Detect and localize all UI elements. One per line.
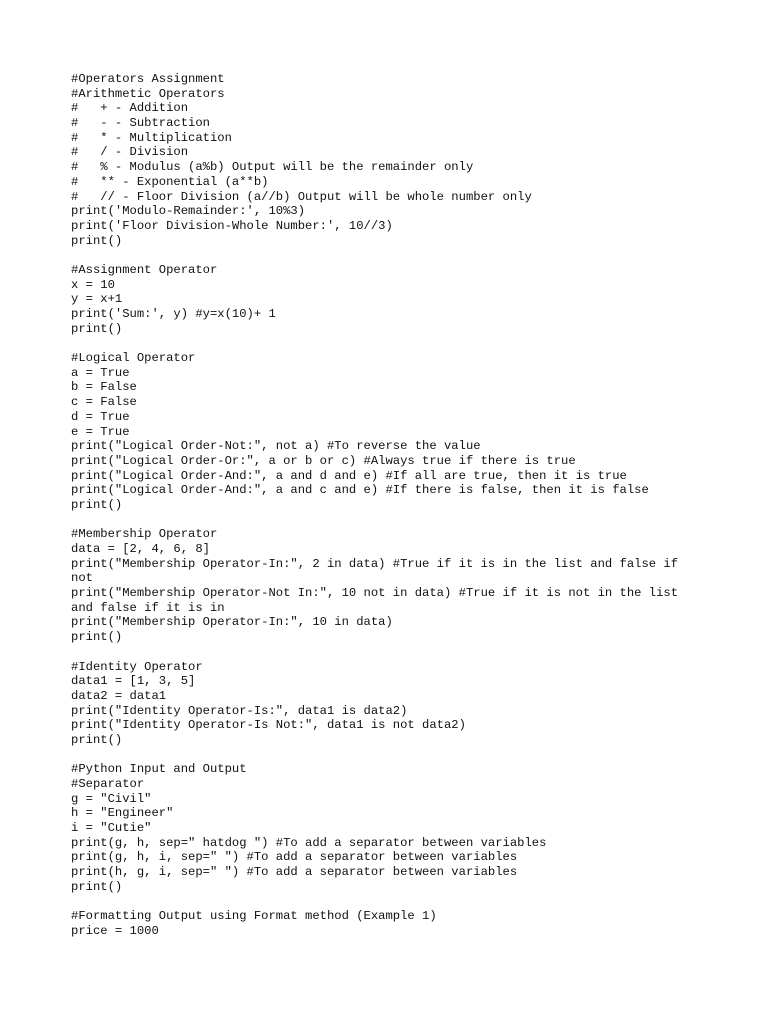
code-line: print() (71, 732, 123, 747)
code-line: price = 1000 (71, 923, 159, 938)
code-line: # - - Subtraction (71, 116, 210, 131)
code-line: #Logical Operator (71, 351, 196, 366)
blank-line (71, 336, 768, 351)
code-line: #Identity Operator (71, 659, 203, 674)
code-line: # ** - Exponential (a**b) (71, 174, 269, 189)
blank-line (71, 645, 768, 660)
code-line: #Assignment Operator (71, 262, 218, 277)
code-line: # + - Addition (71, 101, 189, 116)
blank-line (71, 513, 768, 528)
code-line: #Python Input and Output (71, 762, 247, 777)
code-line: # % - Modulus (a%b) Output will be the remainder only (71, 160, 474, 175)
code-line: print('Sum:', y) #y=x(10)+ 1 (71, 307, 276, 321)
code-line: a = True (71, 365, 130, 380)
blank-line (71, 895, 768, 910)
code-line: d = True (71, 409, 130, 424)
code-line: print() (71, 879, 123, 894)
code-line: e = True (71, 424, 130, 439)
code-line: not (71, 571, 93, 586)
code-line: data2 = data1 (71, 688, 167, 703)
code-line: # * - Multiplication (71, 130, 232, 145)
code-line: print(g, h, sep=" hatdog ") #To add a separator between variables (71, 835, 547, 850)
blank-line (71, 248, 768, 263)
code-line: and false if it is in (71, 600, 225, 615)
code-line: print("Membership Operator-In:", 10 in data) (71, 615, 393, 630)
code-line: #Formatting Output using Format method (Example 1) (71, 909, 437, 924)
code-line: # // - Floor Division (a//b) Output will be whole number only (71, 189, 532, 204)
code-line: print("Logical Order-And:", a and d and e) #If all are true, then it is true (71, 468, 627, 483)
code-line: #Arithmetic Operators (71, 86, 225, 101)
code-line: g = "Civil" (71, 791, 152, 806)
code-line: print('Modulo-Remainder:', 10%3) (71, 204, 306, 219)
code-line: #Operators Assignment (71, 72, 225, 86)
code-line: print("Logical Order-Not:", not a) #To reverse the value (71, 439, 481, 454)
code-line: print("Membership Operator-Not In:", 10 not in data) #True if it is not in the list (71, 586, 679, 601)
code-line: print("Identity Operator-Is Not:", data1 is not data2) (71, 718, 466, 733)
code-line: b = False (71, 380, 137, 395)
code-line: print("Logical Order-Or:", a or b or c) #Always true if there is true (71, 453, 576, 468)
code-line: x = 10 (71, 277, 115, 292)
code-text-block (71, 72, 768, 939)
code-line: print("Identity Operator-Is:", data1 is data2) (71, 703, 408, 718)
code-line: h = "Engineer" (71, 806, 174, 821)
code-line: #Separator (71, 777, 145, 791)
code-line: # / - Division (71, 145, 189, 160)
code-line: print("Logical Order-And:", a and c and e) #If there is false, then it is false (71, 483, 649, 498)
code-line: print() (71, 321, 123, 336)
code-line: y = x+1 (71, 292, 123, 307)
code-line: print("Membership Operator-In:", 2 in data) #True if it is in the list and false if (71, 556, 679, 571)
code-line: print(g, h, i, sep=" ") #To add a separator between variables (71, 850, 518, 865)
code-line: data1 = [1, 3, 5] (71, 674, 196, 689)
code-line: c = False (71, 395, 137, 410)
code-line: print() (71, 233, 123, 248)
code-line: print() (71, 497, 123, 512)
blank-line (71, 748, 768, 763)
code-line: print(h, g, i, sep=" ") #To add a separator between variables (71, 865, 518, 880)
code-line: data = [2, 4, 6, 8] (71, 542, 210, 556)
code-line: i = "Cutie" (71, 821, 152, 836)
code-line: print('Floor Division-Whole Number:', 10//3) (71, 218, 393, 233)
code-line: print() (71, 630, 123, 645)
code-line: #Membership Operator (71, 527, 218, 542)
